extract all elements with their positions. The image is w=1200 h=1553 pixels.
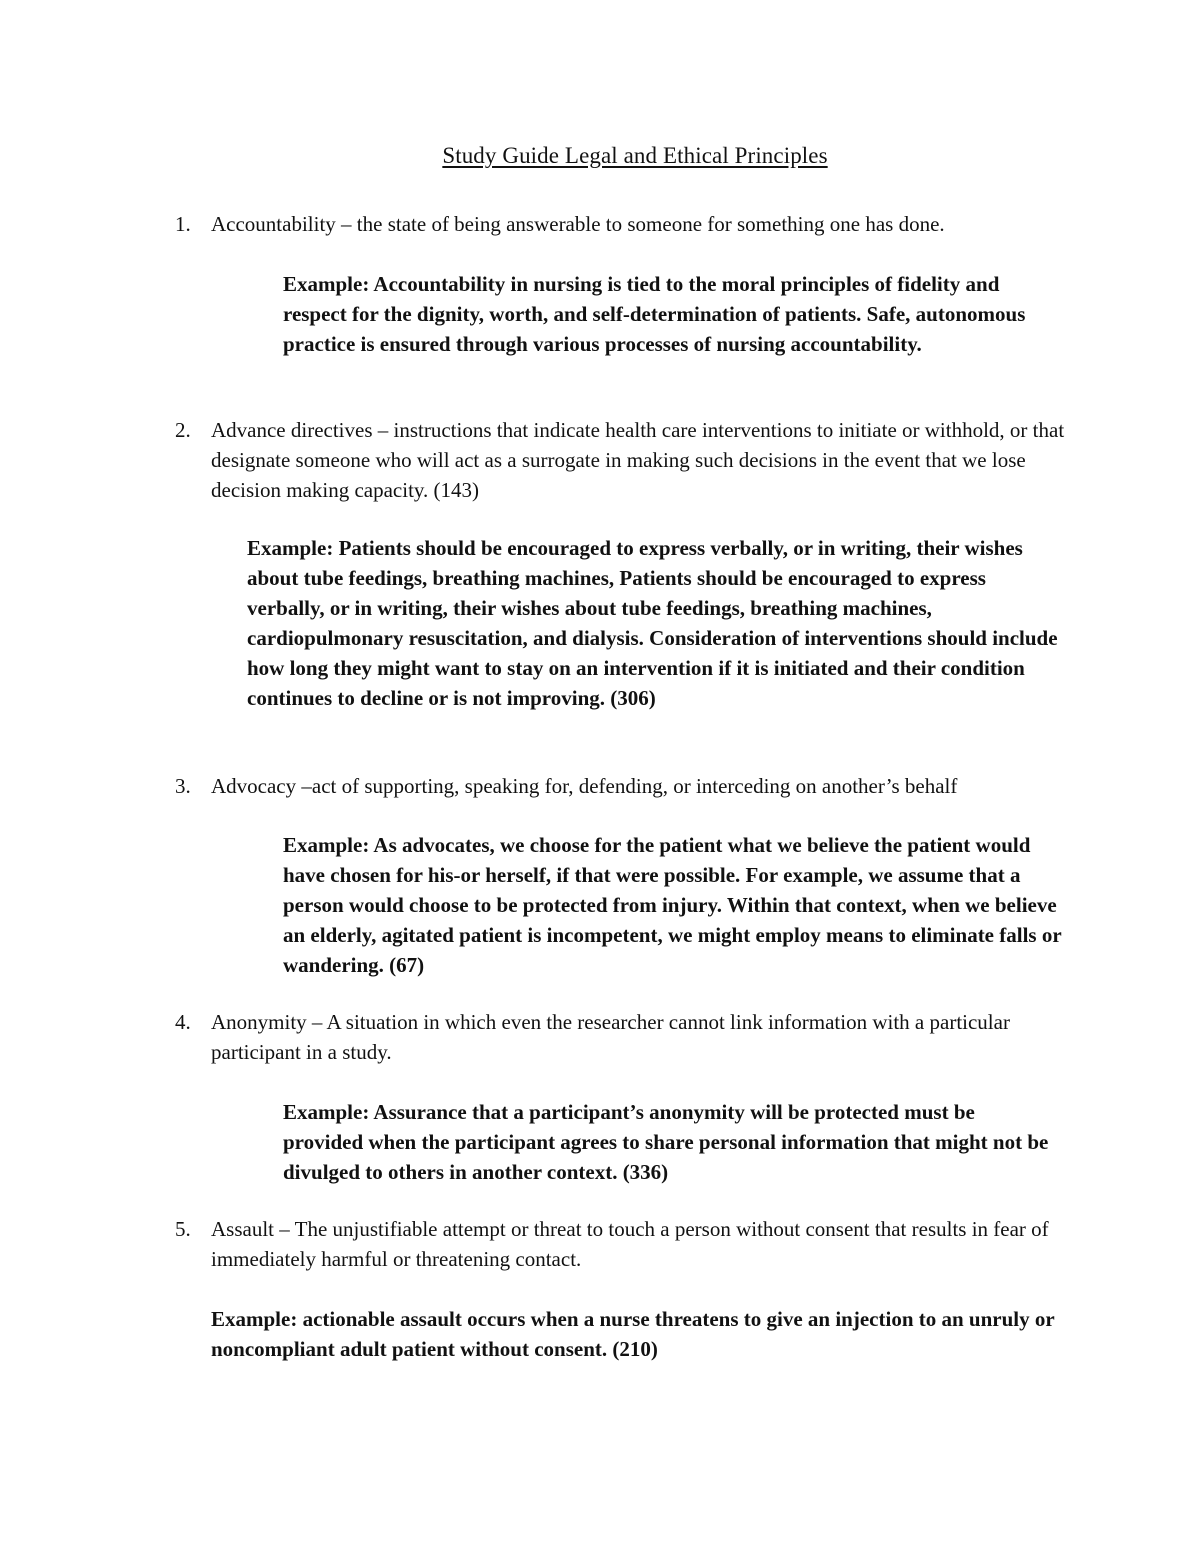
item-number: 1. [175, 212, 191, 236]
item-example-assault: Example: actionable assault occurs when a nurse threatens to give an injection to an unruly or noncompliant adult patient without consent. (210) [211, 1307, 1055, 1361]
list-item-advance-directives [175, 415, 1075, 505]
item-definition: Assault – The unjustifiable attempt or threat to touch a person without consent that results in fear of immediately harmful or threatening contact. [211, 1217, 1049, 1271]
item-definition: Advance directives – instructions that indicate health care interventions to initiate or withhold, or that designate someone who will act as a surrogate in making such decisions in the event that we lose decision making capacity. (143) [211, 418, 1065, 502]
list-item-advocacy [175, 771, 1075, 801]
list-item-assault [175, 1214, 1075, 1274]
item-example-accountability: Example: Accountability in nursing is tied to the moral principles of fidelity and respect for the dignity, worth, and self-determination of patients. Safe, autonomous practice is ensured through various processes of nursing accountability. [283, 272, 1026, 356]
item-number: 3. [175, 774, 191, 798]
item-definition: Accountability – the state of being answerable to someone for something one has done. [211, 212, 945, 236]
list-item-accountability [175, 209, 1075, 239]
list-item-anonymity [175, 1007, 1075, 1067]
page-title: Study Guide Legal and Ethical Principles [442, 143, 828, 168]
item-definition: Advocacy –act of supporting, speaking for, defending, or interceding on another’s behalf [211, 774, 958, 798]
item-definition: Anonymity – A situation in which even the researcher cannot link information with a particular participant in a study. [211, 1010, 1010, 1064]
item-number: 5. [175, 1217, 191, 1241]
item-number: 2. [175, 418, 191, 442]
item-example-advocacy: Example: As advocates, we choose for the patient what we believe the patient would have chosen for his-or herself, if that were possible. For example, we assume that a person would choose to be protected from injury. Within that context, when we believe an elderly, agitated patient is incompetent, we might employ means to eliminate falls or wandering. (67) [283, 833, 1062, 977]
item-example-anonymity: Example: Assurance that a participant’s anonymity will be protected must be provided when the participant agrees to share personal information that might not be divulged to others in another context. (336) [283, 1100, 1049, 1184]
item-example-advance-directives: Example: Patients should be encouraged to express verbally, or in writing, their wishes about tube feedings, breathing machines, Patients should be encouraged to express verbally, or in writing, their wishes about tube feedings, breathing machines, cardiopulmonary resuscitation, and dialysis. Consideration of interventions should include how long they might want to stay on an intervention if it is initiated and their condition continues to decline or is not improving. (306) [247, 536, 1058, 710]
item-number: 4. [175, 1010, 191, 1034]
